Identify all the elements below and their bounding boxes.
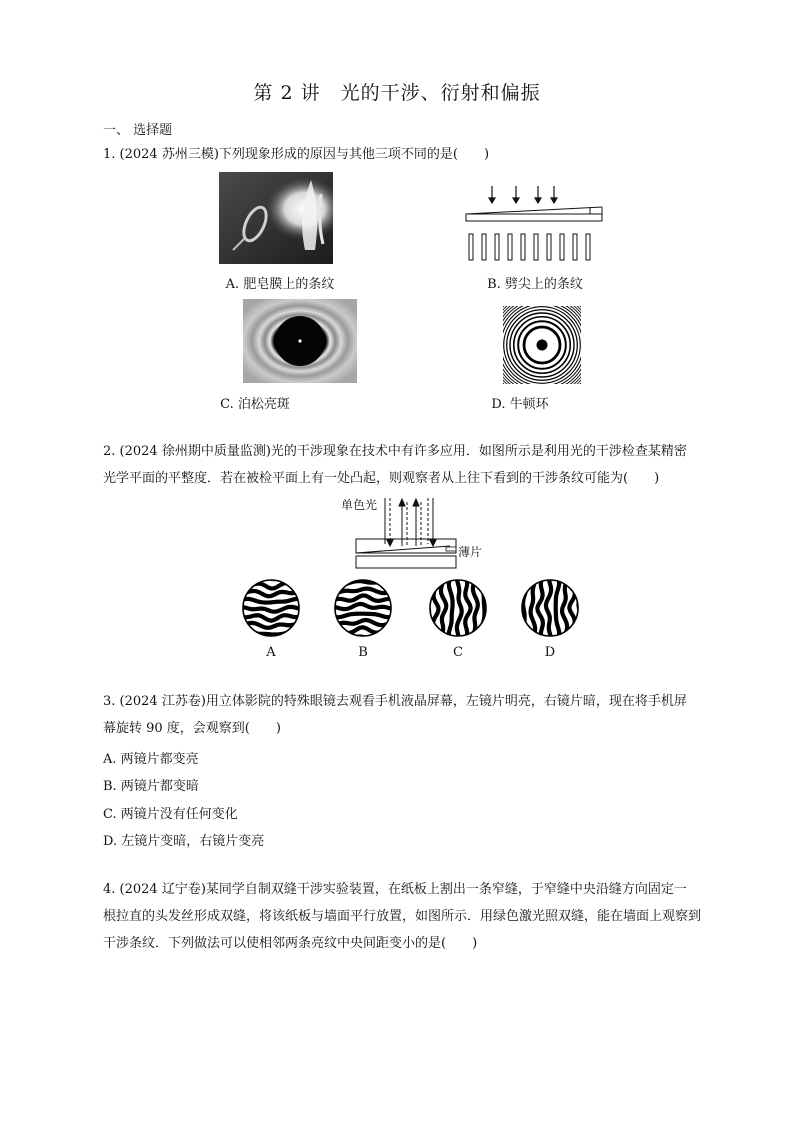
- fringe-label-a: A: [266, 645, 276, 660]
- fringe-option-a: [241, 578, 301, 638]
- q1-caption-b: B. 劈尖上的条纹: [487, 277, 583, 292]
- q3-stem-line2: 幕旋转 90 度，会观察到( ): [103, 721, 281, 736]
- fringe-option-b: [333, 578, 393, 638]
- page-title: 第 2 讲 光的干涉、衍射和偏振: [253, 82, 541, 104]
- newton-rings-image: [503, 306, 581, 384]
- soap-film-image: [219, 172, 333, 264]
- q3-option-c: C. 两镜片没有任何变化: [103, 807, 238, 822]
- fringe-stripe: [428, 578, 429, 638]
- q3-option-d: D. 左镜片变暗，右镜片变亮: [103, 834, 265, 849]
- q2-stem-line1: 2. (2024 徐州期中质量监测)光的干涉现象在技术中有许多应用．如图所示是利用光的干涉检查某精密: [103, 444, 687, 459]
- q4-stem-line2: 根拉直的头发丝形成双缝，将该纸板与墙面平行放置，如图所示．用绿色激光照双缝，能在墙面上观察到: [103, 909, 702, 924]
- label-monochromatic-light: 单色光: [341, 498, 378, 512]
- fringe-stripe: [241, 578, 301, 579]
- q2-stem-line2: 光学平面的平整度．若在被检平面上有一处凸起，则观察者从上往下看到的干涉条纹可能为( ): [103, 471, 660, 486]
- q1-caption-c: C. 泊松亮斑: [220, 397, 290, 412]
- q1-caption-d: D. 牛顿环: [491, 397, 549, 412]
- q3-stem-line1: 3. (2024 江苏卷)用立体影院的特殊眼镜去观看手机液晶屏幕，左镜片明亮，右镜片暗，现在将手机屏: [103, 694, 687, 709]
- fringe-label-d: D: [544, 645, 556, 660]
- interference-setup-diagram: [350, 494, 460, 570]
- fringe-label-b: B: [358, 645, 368, 660]
- poisson-spot-image: [243, 299, 357, 383]
- q4-stem-line3: 干涉条纹．下列做法可以使相邻两条亮纹中央间距变小的是( ): [103, 936, 478, 951]
- fringe-option-c: [428, 578, 488, 638]
- q3-option-a: A. 两镜片都变亮: [103, 752, 199, 767]
- q1-caption-a: A. 肥皂膜上的条纹: [225, 277, 335, 292]
- wedge-diagram: [462, 184, 606, 262]
- section-heading: 一、 选择题: [103, 123, 173, 138]
- label-thin-sheet: 薄片: [458, 545, 483, 559]
- q3-option-b: B. 两镜片都变暗: [103, 779, 199, 794]
- q1-stem: 1. (2024 苏州三模)下列现象形成的原因与其他三项不同的是( ): [103, 147, 490, 162]
- newton-ring-center: [537, 340, 547, 350]
- q4-stem-line1: 4. (2024 辽宁卷)某同学自制双缝干涉实验装置，在纸板上割出一条窄缝，于窄缝中央沿缝方向固定一: [103, 882, 687, 897]
- fringe-label-c: C: [453, 645, 463, 660]
- fringe-option-d: [520, 578, 580, 638]
